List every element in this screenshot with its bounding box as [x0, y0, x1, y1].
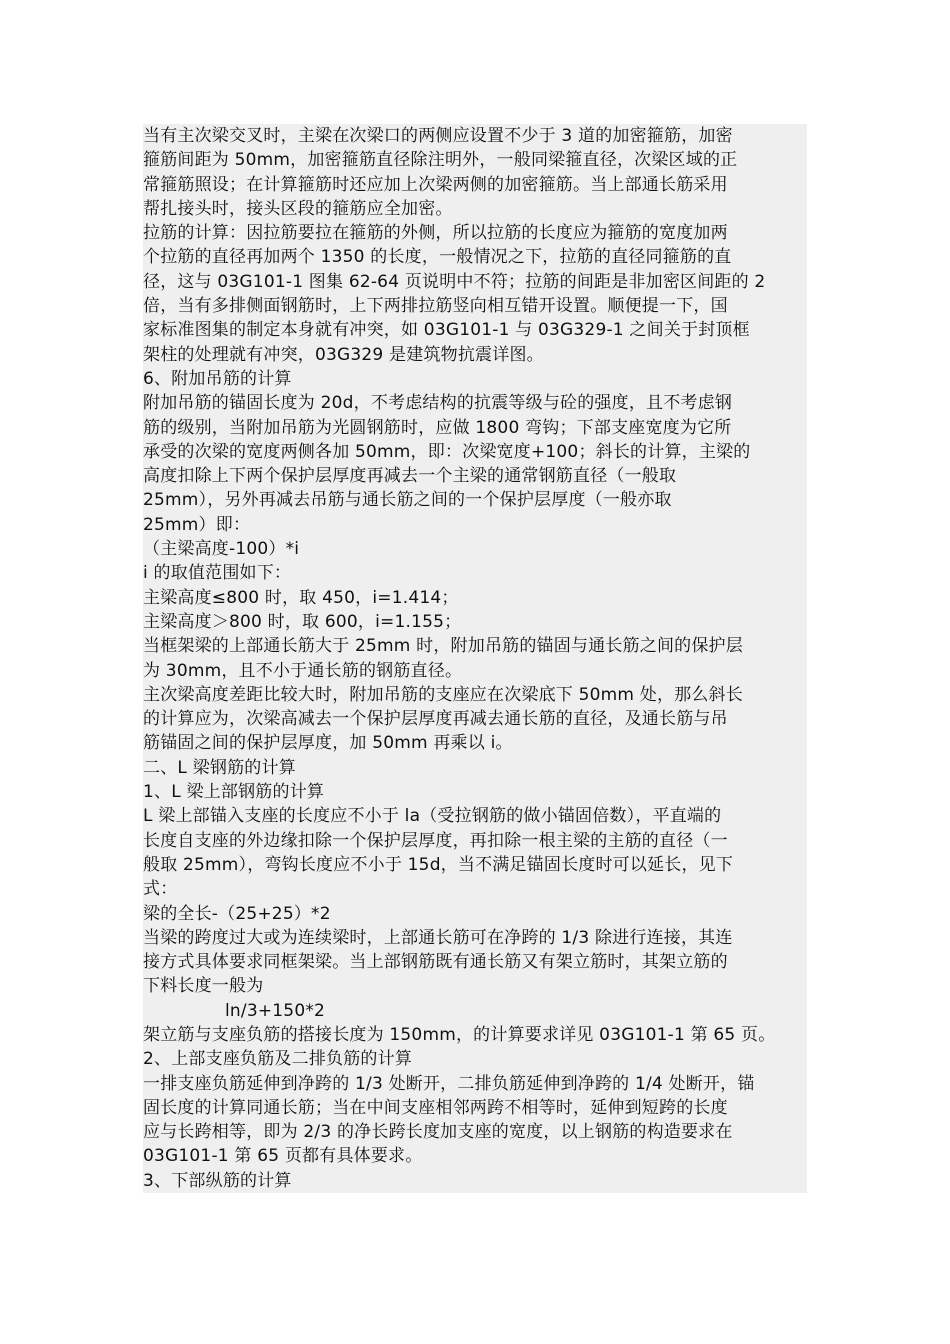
text-line: 为 30mm，且不小于通长筋的钢筋直径。 — [143, 660, 463, 681]
text-line: 架立筋与支座负筋的搭接长度为 150mm，的计算要求详见 03G101-1 第 65 页。 — [143, 1024, 776, 1045]
text-line: 般取 25mm），弯钩长度应不小于 15d，当不满足锚固长度时可以延长，见下 — [143, 854, 734, 875]
text-line: 当梁的跨度过大或为连续梁时，上部通长筋可在净跨的 1/3 除进行连接，其连 — [143, 927, 733, 948]
text-line: 25mm）即： — [143, 514, 251, 535]
text-line: 帮扎接头时，接头区段的箍筋应全加密。 — [143, 198, 453, 219]
text-line: 常箍筋照设；在计算箍筋时还应加上次梁两侧的加密箍筋。当上部通长筋采用 — [143, 174, 728, 195]
formula-line: （主梁高度-100）*i — [143, 539, 300, 560]
text-line: 当框架梁的上部通长筋大于 25mm 时，附加吊筋的锚固与通长筋之间的保护层 — [143, 636, 743, 657]
text-line: 高度扣除上下两个保护层厚度再减去一个主梁的通常钢筋直径（一般取 — [143, 466, 677, 487]
text-line: 当有主次梁交叉时，主梁在次梁口的两侧应设置不少于 3 道的加密箍筋，加密 — [143, 126, 733, 146]
text-line: 拉筋的计算：因拉筋要拉在箍筋的外侧，所以拉筋的长度应为箍筋的宽度加两 — [143, 223, 728, 244]
text-line: 固长度的计算同通长筋；当在中间支座相邻两跨不相等时，延伸到短跨的长度 — [143, 1097, 728, 1118]
text-line: 径，这与 03G101-1 图集 62-64 页说明中不符；拉筋的间距是非加密区间距的 2 — [143, 271, 766, 292]
text-line: 下料长度一般为 — [143, 976, 264, 997]
text-line: 接方式具体要求同框架梁。当上部钢筋既有通长筋又有架立筋时，其架立筋的 — [143, 952, 728, 973]
text-line: 附加吊筋的锚固长度为 20d，不考虑结构的抗震等级与砼的强度，且不考虑钢 — [143, 393, 733, 414]
text-line: 长度自支座的外边缘扣除一个保护层厚度，再扣除一根主梁的主筋的直径（一 — [143, 830, 728, 851]
section-heading: 3、下部纵筋的计算 — [143, 1170, 292, 1191]
text-line: 主梁高度≤800 时，取 450，i=1.414； — [143, 587, 459, 608]
text-line: 承受的次梁的宽度两侧各加 50mm，即：次梁宽度+100；斜长的计算，主梁的 — [143, 441, 751, 462]
text-line: 架柱的处理就有冲突，03G329 是建筑物抗震详图。 — [143, 344, 544, 365]
text-line: L 梁上部锚入支座的长度应不小于 la（受拉钢筋的做小锚固倍数），平直端的 — [143, 806, 722, 827]
text-line: 一排支座负筋延伸到净跨的 1/3 处断开，二排负筋延伸到净跨的 1/4 处断开，锚 — [143, 1073, 755, 1094]
text-line: 筋的级别，当附加吊筋为光圆钢筋时，应做 1800 弯钩；下部支座宽度为它所 — [143, 417, 732, 438]
section-heading: 6、附加吊筋的计算 — [143, 368, 292, 389]
text-line: 主次梁高度差距比较大时，附加吊筋的支座应在次梁底下 50mm 处，那么斜长 — [143, 684, 743, 705]
section-heading: 1、L 梁上部钢筋的计算 — [143, 782, 325, 803]
formula-line: ln/3+150*2 — [225, 1000, 326, 1021]
text-line: 25mm），另外再减去吊筋与通长筋之间的一个保护层厚度（一般亦取 — [143, 490, 672, 511]
text-line: 的计算应为，次梁高减去一个保护层厚度再减去通长筋的直径，及通长筋与吊 — [143, 709, 728, 730]
text-line: 03G101-1 第 65 页都有具体要求。 — [143, 1146, 423, 1167]
text-line: 筋锚固之间的保护层厚度，加 50mm 再乘以 i。 — [143, 733, 513, 754]
formula-line: 梁的全长-（25+25）*2 — [143, 903, 331, 924]
text-line: 个拉筋的直径再加两个 1350 的长度，一般情况之下，拉筋的直径同箍筋的直 — [143, 247, 732, 268]
text-line: 家标准图集的制定本身就有冲突，如 03G101-1 与 03G329-1 之间关于封顶框 — [143, 320, 750, 341]
text-line: 式： — [143, 879, 178, 900]
text-line: 应与长跨相等，即为 2/3 的净长跨长度加支座的宽度，以上钢筋的构造要求在 — [143, 1122, 733, 1143]
text-line: i 的取值范围如下： — [143, 563, 292, 584]
text-line: 倍，当有多排侧面钢筋时，上下两排拉筋竖向相互错开设置。顺便提一下，国 — [143, 296, 728, 317]
section-heading: 二、L 梁钢筋的计算 — [143, 757, 296, 778]
document-body — [143, 124, 807, 1193]
text-line: 主梁高度＞800 时，取 600，i=1.155； — [143, 611, 462, 632]
section-heading: 2、上部支座负筋及二排负筋的计算 — [143, 1049, 413, 1070]
text-line: 箍筋间距为 50mm，加密箍筋直径除注明外，一般同梁箍直径，次梁区域的正 — [143, 150, 738, 171]
